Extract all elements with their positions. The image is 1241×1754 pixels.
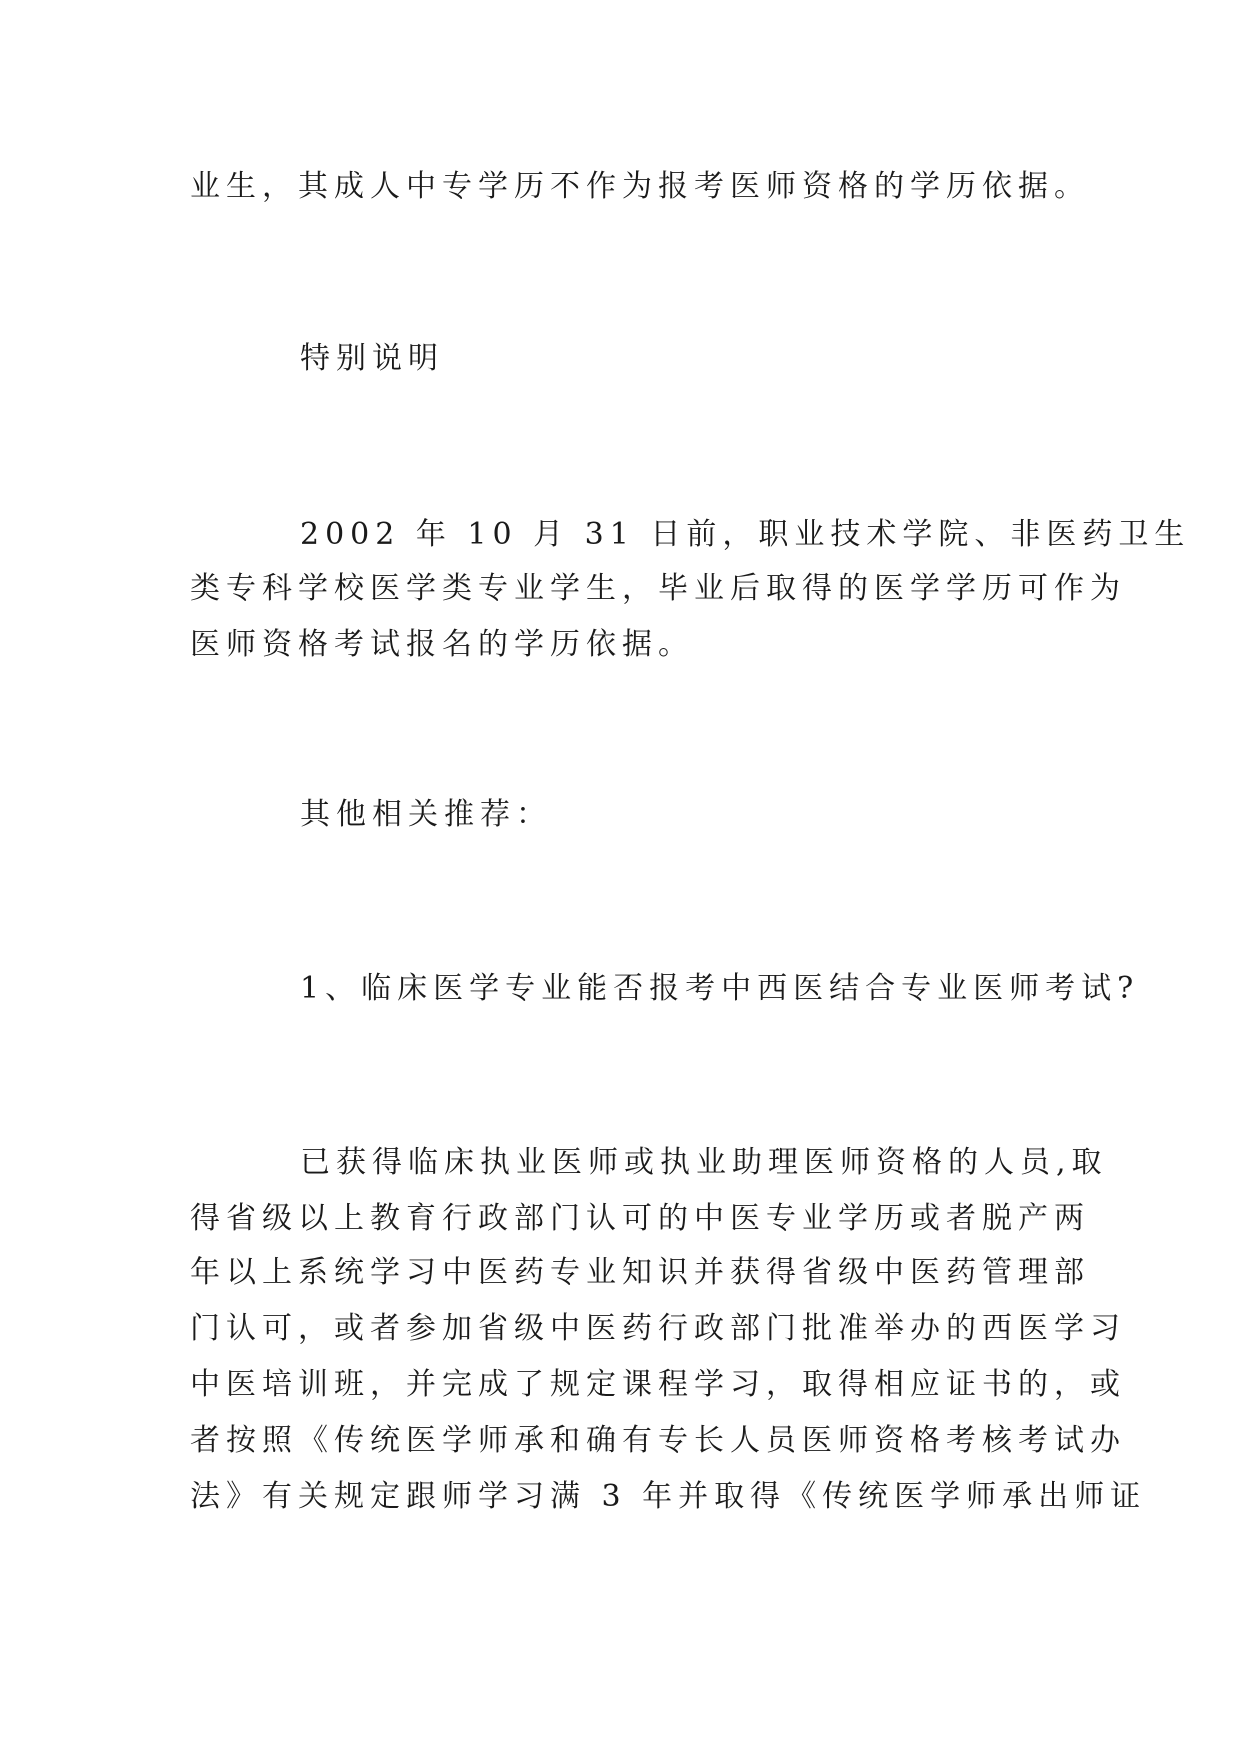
paragraph-line: 年以上系统学习中医药专业知识并获得省级中医药管理部 xyxy=(190,1255,1090,1290)
section-heading-related: 其他相关推荐： xyxy=(300,797,552,832)
paragraph-line: 已获得临床执业医师或执业助理医师资格的人员,取 xyxy=(300,1145,1108,1180)
question-item: 1、临床医学专业能否报考中西医结合专业医师考试? xyxy=(300,971,1140,1006)
paragraph-line: 门认可，或者参加省级中医药行政部门批准举办的西医学习 xyxy=(190,1311,1126,1346)
paragraph-line: 类专科学校医学类专业学生，毕业后取得的医学学历可作为 xyxy=(190,571,1126,606)
paragraph-line: 业生，其成人中专学历不作为报考医师资格的学历依据。 xyxy=(190,169,1090,204)
paragraph-line: 者按照《传统医学师承和确有专长人员医师资格考核考试办 xyxy=(190,1423,1126,1458)
paragraph-line: 法》有关规定跟师学习满 3 年并取得《传统医学师承出师证 xyxy=(190,1479,1147,1514)
section-heading-special: 特别说明 xyxy=(300,341,444,376)
paragraph-line: 得省级以上教育行政部门认可的中医专业学历或者脱产两 xyxy=(190,1201,1090,1236)
paragraph-line: 中医培训班，并完成了规定课程学习，取得相应证书的，或 xyxy=(190,1367,1126,1402)
paragraph-line: 2002 年 10 月 31 日前，职业技术学院、非医药卫生 xyxy=(300,517,1191,552)
paragraph-line: 医师资格考试报名的学历依据。 xyxy=(190,627,694,662)
